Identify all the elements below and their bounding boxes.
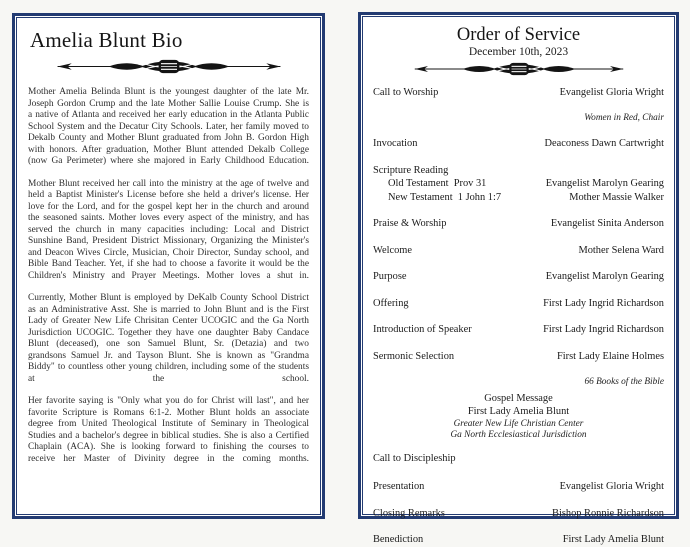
- order-item-label: Purpose: [373, 271, 407, 282]
- order-item-person: Bishop Ronnie Richardson: [552, 507, 664, 519]
- order-item-label: Presentation: [373, 481, 425, 492]
- order-item-label: Offering: [373, 297, 409, 309]
- order-item: [373, 270, 664, 284]
- bio-paragraph: Her favorite saying is "Only what you do for Christ will last", and her favorite Scripture is Romans 6:1-2. Mother Blunt holds an associate degree from United Theological Institute of Seminary in Theological Studies and a bachelor's degree in biblical studies. She is also a Certified Chaplain (ACA). She is looking forward to finishing the courses to receive her Master of Divinity degree in the coming months.: [28, 396, 309, 464]
- order-of-service-page: [358, 12, 679, 545]
- order-item-label: New Testament 1 John 1:7: [388, 191, 502, 203]
- order-item-person: Evangelist Marolyn Gearing: [545, 178, 664, 189]
- order-title: Order of Service: [456, 25, 581, 45]
- bio-paragraph: Currently, Mother Blunt is employed by DeKalb County School District as an Administrative Asst. She is married to John Blunt and is the First Lady of Greater New Life Chrisitan Center UCOGIC and the Ga North Jurisdiction UCOGIC. Together they have one daughter Baby Candace Blunt (deceased), one son Samuel Blunt, Sr. (Detazia) and two grandsons Samuel Jr. and Tayson Blunt. She is known as "Grandma Biddy" to countless other young children, including some of the students at the school.: [28, 293, 309, 384]
- order-item: [373, 244, 664, 258]
- order-item: [373, 177, 664, 191]
- order-item-label: Praise & Worship: [373, 218, 447, 229]
- order-item-person: Deaconess Dawn Cartwright: [544, 138, 664, 149]
- order-item-label: Introduction of Speaker: [373, 324, 472, 335]
- order-page-content: [361, 15, 676, 545]
- bio-paragraph: Mother Amelia Belinda Blunt is the youngest daughter of the late Mr. Joseph Gordon Crump and the late Mother Sallie Louise Crump. She is a native of Atlanta and received her early education in the Atlanta Public School System and the Decatur City Schools. Later, her family moved to Dekalb County and Mother Blunt graduated from John B. Gordon High with honors. After graduation, Mother Blunt attended Dekalb College (now Ga Perimeter) where she majored in Early Childhood Education.: [28, 87, 309, 166]
- order-item: [373, 191, 664, 205]
- order-item: [373, 507, 664, 521]
- order-item-person: Evangelist Sinita Anderson: [550, 218, 664, 229]
- order-item: [373, 480, 664, 494]
- gospel-church: Greater New Life Christian Center: [453, 418, 584, 429]
- gospel-jurisdiction: Ga North Ecclesiastical Jurisdiction: [450, 430, 587, 440]
- order-item-label: Scripture Reading: [373, 164, 449, 176]
- order-item-label: Sermonic Selection: [373, 350, 455, 362]
- order-item-person: First Lady Ingrid Richardson: [543, 324, 664, 335]
- order-item-person: First Lady Amelia Blunt: [562, 534, 664, 545]
- order-item-label: Invocation: [373, 138, 418, 149]
- bio-page-content: [15, 16, 322, 516]
- order-item: [373, 297, 664, 311]
- order-item-person: Mother Massie Walker: [569, 191, 664, 203]
- order-item-person: First Lady Ingrid Richardson: [543, 297, 664, 309]
- order-item: [373, 137, 664, 151]
- order-item-person: Evangelist Gloria Wright: [559, 87, 664, 98]
- order-item: [373, 217, 664, 231]
- order-item: [373, 86, 664, 124]
- order-item-label: Benediction: [373, 534, 424, 545]
- order-item-label: Welcome: [373, 244, 412, 256]
- order-item-label: Call to Worship: [373, 87, 439, 98]
- order-item: [373, 350, 664, 388]
- order-date: December 10th, 2023: [468, 46, 569, 58]
- bio-paragraph: Mother Blunt received her call into the ministry at the age of twelve and held a Baptist Minister's License before she held a driver's license. Her love for the Lord, and for the gospel kept her in the church and around the seasoned saints. Mother loves every aspect of the ministry, and has served the church in many capacities including: Local and District Sunshine Band, President District Missionary, Organizing the Minister's and Deacon Wives Circle, Musician, Choir Director, Sunday school, and Bible Band Teacher. Yet, if she had to choose a favorite it would be the Children's Ministry and Prayer Meetings. Mother loves a shut in.: [28, 178, 309, 281]
- order-item: [373, 452, 664, 466]
- order-item-person: First Lady Elaine Holmes: [556, 350, 664, 362]
- bio-page: [12, 13, 325, 519]
- order-item-note: Women in Red, Chair: [584, 113, 664, 123]
- order-item-person: Evangelist Gloria Wright: [559, 481, 664, 492]
- gospel-speaker: First Lady Amelia Blunt: [467, 406, 570, 417]
- order-item-person: Mother Selena Ward: [578, 244, 664, 256]
- gospel-line: Gospel Message: [484, 392, 553, 404]
- divider-ornament-icon: [413, 61, 625, 77]
- order-item: [373, 323, 664, 337]
- order-item-person: Evangelist Marolyn Gearing: [545, 271, 664, 282]
- order-item: [373, 533, 664, 547]
- order-item-label: Call to Discipleship: [373, 452, 456, 464]
- order-item: [373, 164, 664, 178]
- gospel-message-block: [373, 392, 664, 442]
- order-item-label: Old Testament Prov 31: [388, 178, 487, 189]
- order-item-note: 66 Books of the Bible: [584, 376, 664, 387]
- divider-ornament-icon: [54, 58, 284, 75]
- bio-title: Amelia Blunt Bio: [30, 28, 183, 52]
- order-item-label: Closing Remarks: [373, 507, 445, 519]
